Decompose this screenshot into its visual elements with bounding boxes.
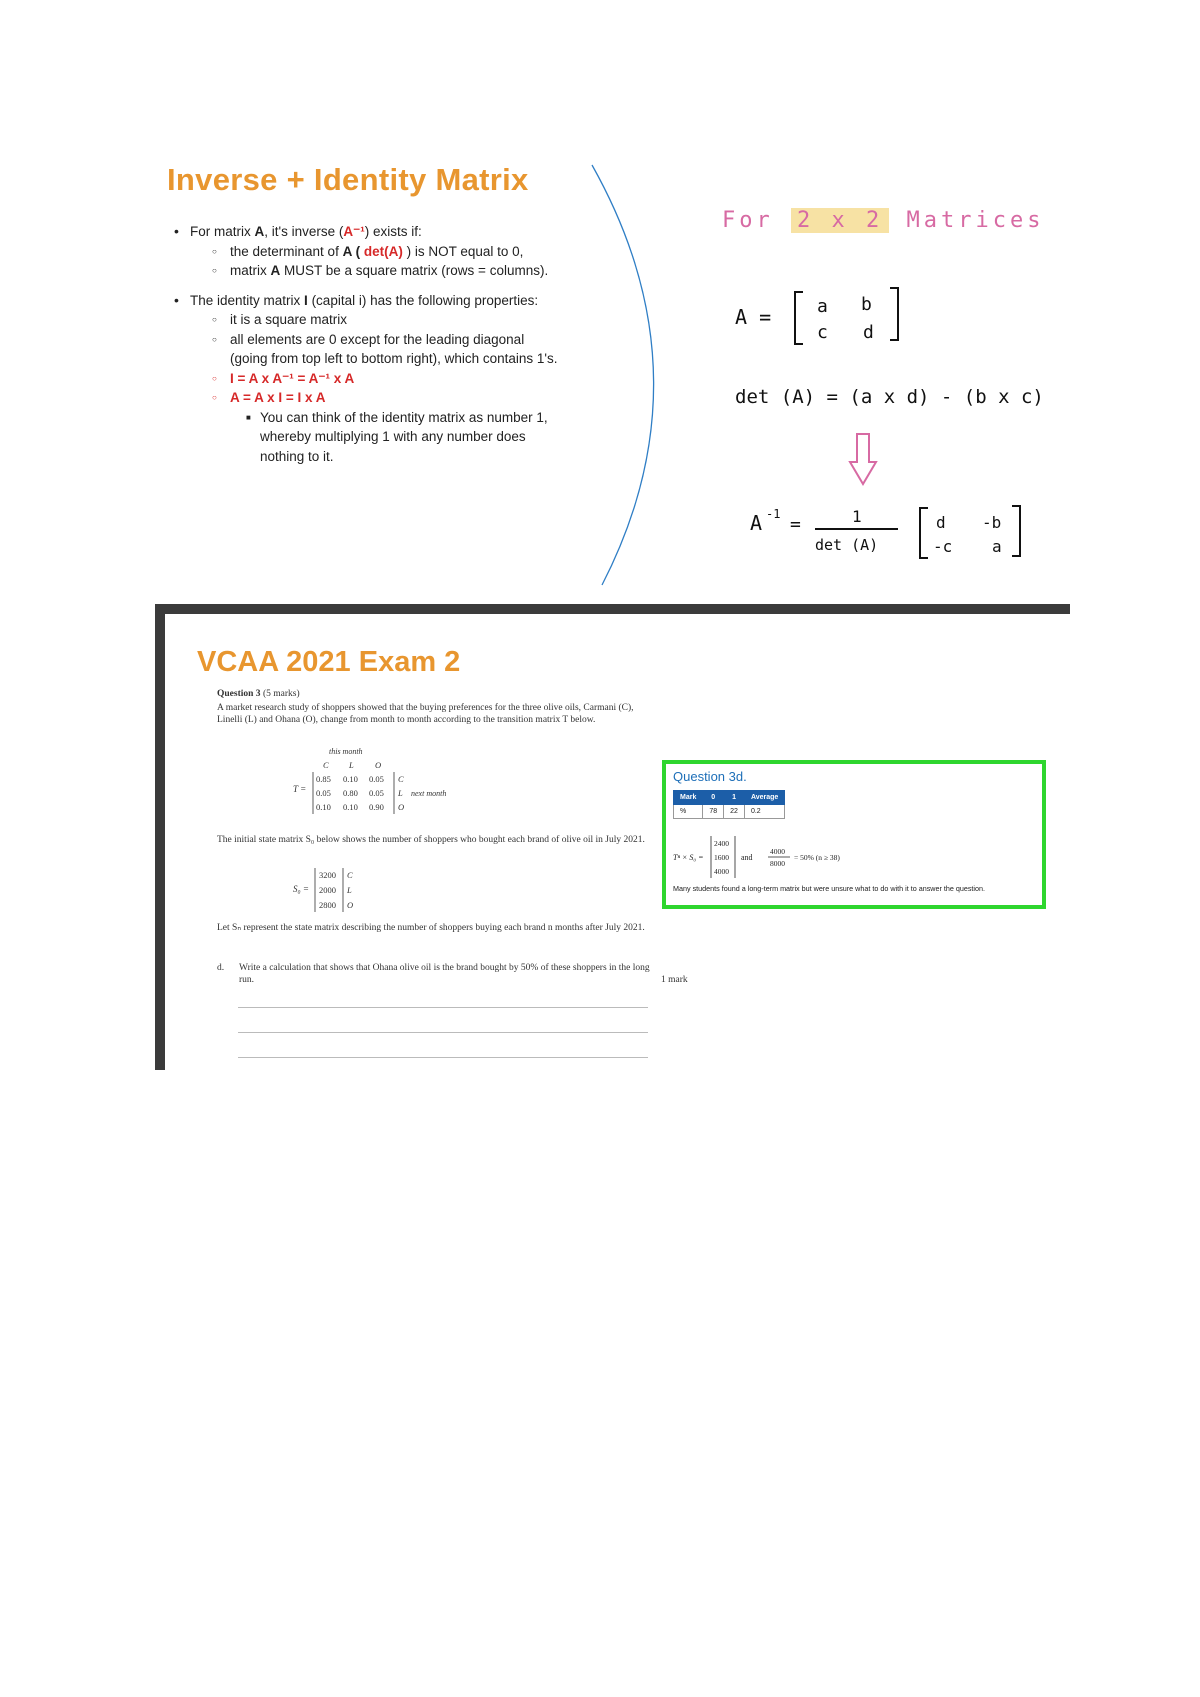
- a12: b: [861, 294, 872, 315]
- t-cell: 0.80: [343, 788, 358, 798]
- inv-a: A: [750, 511, 763, 535]
- question-d: [217, 962, 657, 986]
- formula-and: and: [741, 853, 753, 862]
- formula-frac-den: 8000: [770, 859, 785, 868]
- t-cell: 0.10: [343, 802, 358, 812]
- text: (capital i) has the following properties:: [307, 292, 539, 308]
- det-condition: [190, 242, 602, 262]
- text: Matrices: [906, 208, 1045, 233]
- matrix-a-handwritten: [735, 282, 935, 362]
- text: For: [722, 208, 774, 233]
- formula-cell: 1600: [714, 853, 729, 862]
- highlight-2x2: 2 x 2: [791, 208, 889, 233]
- formula-cell: 4000: [714, 867, 729, 876]
- transition-matrix: [293, 746, 493, 818]
- identity-bullet: [172, 291, 602, 467]
- answer-line[interactable]: [238, 1057, 648, 1058]
- exam-title: VCAA 2021 Exam 2: [197, 646, 461, 678]
- table-cell: 22: [724, 805, 745, 819]
- text: the determinant of: [230, 243, 343, 259]
- determinant-formula: det (A) = (a x d) - (b x c): [735, 386, 1044, 408]
- t-cell: 0.10: [343, 774, 358, 784]
- identity-product-formula: ○ A = A x I = I x A: [190, 388, 602, 408]
- part-label: d.: [217, 963, 225, 973]
- t-equals: T =: [293, 784, 307, 794]
- identity-inverse-formula: ○ I = A x A⁻¹ = A⁻¹ x A: [190, 369, 602, 389]
- text: all elements are 0 except for the leading diagonal: [230, 331, 525, 347]
- report-formula: [673, 834, 913, 880]
- row-label: L: [347, 885, 352, 895]
- question-marks: (5 marks): [260, 689, 300, 699]
- i22: a: [992, 537, 1002, 556]
- analogy-note: [190, 408, 602, 467]
- row-label: C: [347, 870, 353, 880]
- table-cell: 78: [703, 805, 724, 819]
- square-property: ○ it is a square matrix: [190, 310, 602, 330]
- t-cell: 0.90: [369, 802, 384, 812]
- next-month-label: next month: [411, 789, 447, 798]
- det-notation: det(A): [363, 243, 403, 259]
- t-cell: 0.05: [316, 788, 331, 798]
- table-header: 1: [724, 791, 745, 805]
- row-label: O: [347, 900, 354, 910]
- s0-equals: S₀ =: [293, 884, 309, 894]
- text: whereby multiplying 1 with any number does: [260, 429, 526, 444]
- formula-frac-num: 4000: [770, 847, 785, 856]
- matrix-a: A: [254, 224, 265, 239]
- table-header: Mark: [674, 791, 703, 805]
- slide-title: Inverse + Identity Matrix: [167, 162, 529, 197]
- table-cell: 0.2: [744, 805, 784, 819]
- inv-exponent: -1: [766, 507, 781, 521]
- inverse-bullet: [172, 222, 602, 281]
- i21: -c: [933, 537, 953, 556]
- question-number: Question 3: [217, 689, 261, 699]
- formula-lhs: Tⁿ × S₀ =: [673, 853, 704, 862]
- text: (going from top left to bottom right), which contains 1's.: [230, 351, 558, 366]
- a22: d: [863, 322, 874, 343]
- inv-equals: =: [790, 514, 801, 535]
- report-note: Many students found a long-term matrix but were unsure what to do with it to answer the question.: [673, 884, 986, 893]
- row-label: L: [398, 788, 403, 798]
- table-header: Average: [744, 791, 784, 805]
- slide-frame-top: [155, 604, 1070, 614]
- matrix-a: A: [342, 243, 352, 259]
- slide-frame-left: [155, 604, 165, 1070]
- inverse-notation: A⁻¹: [343, 224, 365, 239]
- a21: c: [817, 322, 828, 343]
- state-matrix-definition: Let Sₙ represent the state matrix describing the number of shoppers buying each brand n months after July 2021.: [217, 923, 645, 933]
- initial-state-matrix: [293, 864, 383, 916]
- this-month-label: this month: [329, 747, 363, 756]
- a11: a: [817, 296, 828, 317]
- t-cell: 0.05: [369, 788, 384, 798]
- part-text: Write a calculation that shows that Ohana olive oil is the brand bought by 50% of these shoppers in the long run.: [239, 963, 650, 985]
- text: MUST be a square matrix (rows = columns).: [280, 263, 549, 278]
- examiner-report-box: [662, 760, 1046, 909]
- table-cell: %: [674, 805, 703, 819]
- s0-cell: 3200: [319, 870, 336, 880]
- matrix-a: A: [270, 263, 281, 278]
- inverse-formula-handwritten: [750, 500, 1030, 570]
- frac-denominator: det (A): [815, 536, 879, 554]
- i12: -b: [982, 513, 1002, 532]
- handwritten-heading: [722, 208, 1044, 233]
- a-equals: A =: [735, 305, 772, 329]
- formula-rhs: = 50% (n ≥ 38): [794, 853, 840, 862]
- report-title: Question 3d.: [673, 769, 747, 784]
- answer-line[interactable]: [238, 1032, 648, 1033]
- curved-divider: [580, 160, 670, 590]
- col-label: O: [375, 760, 382, 770]
- s0-cell: 2800: [319, 900, 336, 910]
- text: ) exists if:: [364, 224, 422, 239]
- matrix-i: I: [304, 292, 308, 308]
- mark-allocation: 1 mark: [661, 975, 688, 985]
- row-label: C: [398, 774, 404, 784]
- diagonal-property: [190, 330, 602, 369]
- mark-distribution-table: [673, 790, 785, 819]
- s0-cell: 2000: [319, 885, 336, 895]
- square-condition: [190, 261, 602, 281]
- text: ) is NOT equal to 0,: [402, 243, 524, 259]
- formula-cell: 2400: [714, 839, 729, 848]
- text: nothing to it.: [260, 448, 334, 464]
- col-label: C: [323, 760, 329, 770]
- text: You can think of the identity matrix as number 1,: [260, 409, 548, 425]
- text: The identity matrix: [190, 292, 305, 308]
- question-text: A market research study of shoppers showed that the buying preferences for the three olive oils, Carmani (C), Linelli (L) and Ohana (O), change from month to month according to the transition matrix T below.: [217, 703, 634, 725]
- text: (: [351, 243, 364, 259]
- t-cell: 0.05: [369, 774, 384, 784]
- question-heading: [217, 688, 300, 700]
- down-arrow-icon: [848, 432, 878, 488]
- t-cell: 0.85: [316, 774, 331, 784]
- col-label: L: [349, 760, 354, 770]
- properties-list: [172, 222, 602, 476]
- row-label: O: [398, 802, 405, 812]
- initial-state-text: The initial state matrix S₀ below shows the number of shoppers who bought each brand of olive oil in July 2021.: [217, 835, 645, 845]
- i11: d: [936, 513, 946, 532]
- answer-line[interactable]: [238, 1007, 648, 1008]
- frac-numerator: 1: [852, 507, 862, 526]
- text: , it's inverse (: [264, 224, 344, 239]
- text: matrix: [230, 263, 271, 278]
- table-header: 0: [703, 791, 724, 805]
- t-cell: 0.10: [316, 802, 331, 812]
- text: For matrix: [190, 224, 255, 239]
